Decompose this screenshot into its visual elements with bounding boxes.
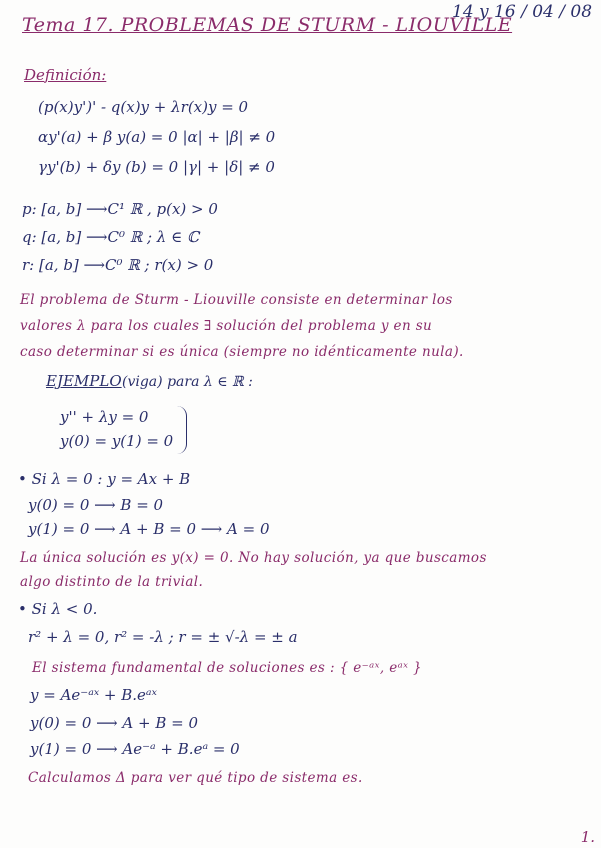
case-zero-text-2: algo distinto de la trivial. <box>20 574 204 590</box>
example-heading: EJEMPLO <box>46 372 122 390</box>
case-neg-heading: • Si λ < 0. <box>18 600 98 618</box>
function-p-domain: p: [a, b] ⟶C¹ ℝ , p(x) > 0 <box>22 200 218 218</box>
case-neg-general-solution: y = Ae⁻ᵃˣ + B.eᵃˣ <box>30 686 157 704</box>
example-boundary: y(0) = y(1) = 0 <box>60 432 174 450</box>
date-label: 14 y 16 / 04 / 08 <box>452 2 593 22</box>
case-neg-text: Calculamos Δ para ver qué tipo de sistema es. <box>28 770 363 786</box>
case-neg-cond-1: y(0) = 0 ⟶ A + B = 0 <box>30 714 199 732</box>
case-zero-heading: • Si λ = 0 : y = Ax + B <box>18 470 191 488</box>
case-neg-cond-2: y(1) = 0 ⟶ Ae⁻ᵃ + B.eᵃ = 0 <box>30 740 240 758</box>
function-q-domain: q: [a, b] ⟶C⁰ ℝ ; λ ∈ ℂ <box>22 228 199 246</box>
case-zero-cond-1: y(0) = 0 ⟶ B = 0 <box>28 496 164 514</box>
case-zero-cond-2: y(1) = 0 ⟶ A + B = 0 ⟶ A = 0 <box>28 520 270 538</box>
definition-heading: Definición: <box>24 66 107 84</box>
boundary-condition-b: γy'(b) + δy (b) = 0 |γ| + |δ| ≠ 0 <box>38 158 275 176</box>
system-brace <box>176 406 187 454</box>
paragraph-line-2: valores λ para los cuales ∃ solución del problema y en su <box>20 318 433 334</box>
page-title: Tema 17. PROBLEMAS DE STURM - LIOUVILLE <box>22 14 513 36</box>
page-number: 1. <box>580 828 595 846</box>
paragraph-line-1: El problema de Sturm - Liouville consiste en determinar los <box>20 292 453 308</box>
sturm-liouville-equation: (p(x)y')' - q(x)y + λr(x)y = 0 <box>38 98 249 116</box>
function-r-domain: r: [a, b] ⟶C⁰ ℝ ; r(x) > 0 <box>22 256 214 274</box>
paragraph-line-3: caso determinar si es única (siempre no idénticamente nula). <box>20 344 464 360</box>
case-neg-roots: r² + λ = 0, r² = -λ ; r = ± √-λ = ± a <box>28 628 298 646</box>
example-subtitle: (viga) para λ ∈ ℝ : <box>122 374 253 390</box>
case-neg-fundamental-system: El sistema fundamental de soluciones es : { e⁻ᵃˣ, eᵃˣ } <box>32 660 422 676</box>
example-ode: y'' + λy = 0 <box>60 408 149 426</box>
boundary-condition-a: αy'(a) + β y(a) = 0 |α| + |β| ≠ 0 <box>38 128 276 146</box>
case-zero-text-1: La única solución es y(x) = 0. No hay solución, ya que buscamos <box>20 550 487 566</box>
